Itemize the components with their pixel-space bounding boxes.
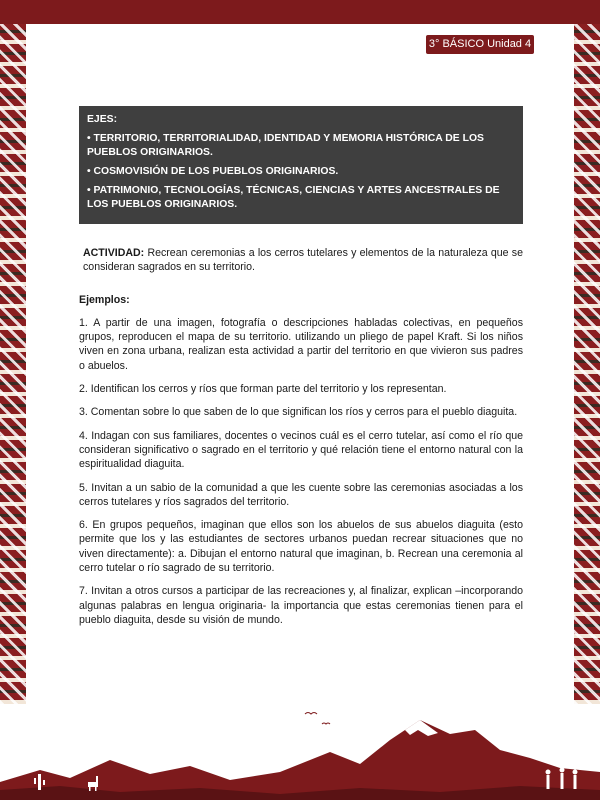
example-item: 3. Comentan sobre lo que saben de lo que significan los ríos y cerros para el pueblo diaguita. (79, 406, 518, 419)
examples-heading: Ejemplos: (79, 293, 130, 306)
right-decorative-band (574, 24, 600, 704)
ejes-item: • TERRITORIO, TERRITORIALIDAD, IDENTIDAD Y MEMORIA HISTÓRICA DE LOS PUEBLOS ORIGINARIOS. (87, 133, 484, 158)
activity-label: ACTIVIDAD: (83, 247, 145, 259)
ejes-item: • PATRIMONIO, TECNOLOGÍAS, TÉCNICAS, CIENCIAS Y ARTES ANCESTRALES DE LOS PUEBLOS ORIGINARIOS. (87, 185, 500, 210)
main-content (79, 246, 523, 636)
example-item: 5. Invitan a un sabio de la comunidad a que les cuente sobre las ceremonias asociadas a los cerros tutelares y ríos sagrados del territorio. (79, 481, 523, 508)
example-item: 2. Identifican los cerros y ríos que forman parte del territorio y los representan. (79, 383, 447, 396)
example-item: 4. Indagan con sus familiares, docentes o vecinos cuál es el cerro tutelar, así como el río que consideran significativo o sagrado en el territorio y qué relación tiene el entorno natural con la espiritualidad diaguita. (79, 429, 523, 471)
left-decorative-band (0, 24, 26, 704)
example-item: 6. En grupos pequeños, imaginan que ellos son los abuelos de sus abuelos diaguita (esto permite que los y las estudiantes de sectores urbanos puedan recrear situaciones que no viven directamente): a. Dibujan el entorno natural que imaginan, b. Recrean una ceremonia al cerro tutelar o río sagrado de su territorio. (79, 519, 523, 575)
landscape-footer-illustration (0, 700, 600, 800)
ejes-item: • COSMOVISIÓN DE LOS PUEBLOS ORIGINARIOS. (87, 166, 339, 177)
ejes-title: EJES: (87, 114, 118, 125)
example-item: 1. A partir de una imagen, fotografía o descripciones habladas colectivas, en pequeños grupos, reproducen el mapa de su territorio. utilizando un pliego de papel Kraft. Si los niños viven en zona urbana, realizan esta actividad a partir del territorio en que vivieron sus padres o abuelos. (79, 316, 523, 372)
activity-text: Recrean ceremonias a los cerros tutelares y elementos de la naturaleza que se consideran sagrados en su territorio. (83, 247, 523, 274)
activity-paragraph (79, 246, 523, 275)
top-bar (0, 0, 600, 24)
ejes-box (79, 106, 523, 224)
unit-badge: 3° BÁSICO Unidad 4 (426, 35, 534, 54)
example-item: 7. Invitan a otros cursos a participar de las recreaciones y, al finalizar, explican –incorporando algunas palabras en lengua originaria- la importancia que estas ceremonias tienen para el pueblo diaguita, desde su visión de mundo. (79, 585, 523, 626)
birds-icon (305, 713, 330, 725)
